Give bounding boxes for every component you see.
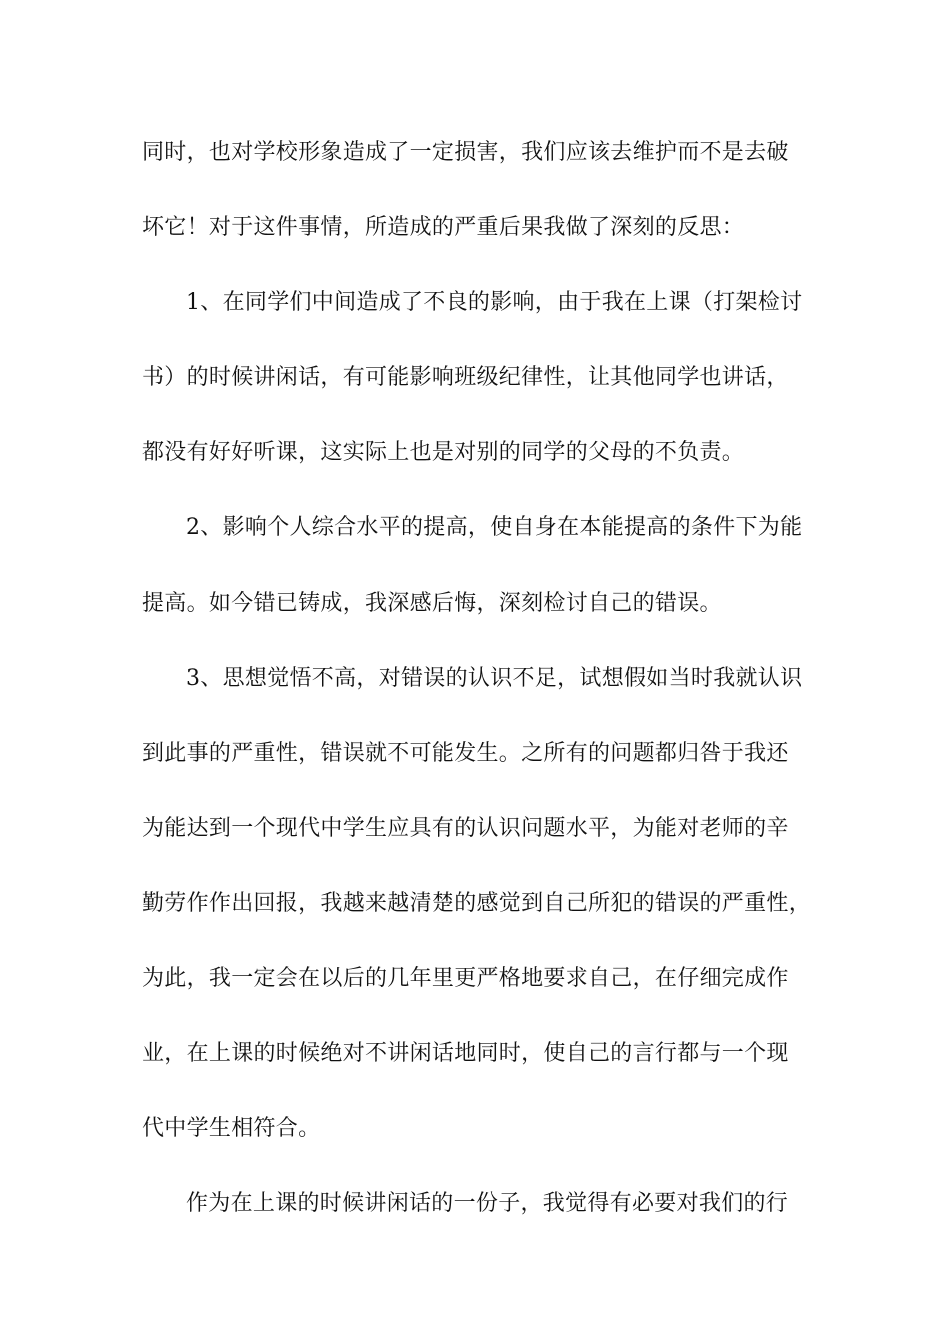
text-line-3: 1、在同学们中间造成了不良的影响，由于我在上课（打架检讨 [186, 290, 803, 315]
text-line-5: 都没有好好听课，这实际上也是对别的同学的父母的不负责。 [142, 440, 745, 465]
text-line-14: 代中学生相符合。 [142, 1116, 321, 1141]
text-line-15: 作为在上课的时候讲闲话的一份子，我觉得有必要对我们的行 [186, 1191, 789, 1216]
text-line-6: 2、影响个人综合水平的提高，使自身在本能提高的条件下为能 [186, 515, 803, 540]
text-line-8: 3、思想觉悟不高，对错误的认识不足，试想假如当时我就认识 [186, 666, 803, 691]
text-line-1: 同时，也对学校形象造成了一定损害，我们应该去维护而不是去破 [142, 140, 789, 165]
text-line-2: 坏它！对于这件事情，所造成的严重后果我做了深刻的反思： [142, 215, 745, 240]
text-line-4: 书）的时候讲闲话，有可能影响班级纪律性，让其他同学也讲话， [142, 365, 789, 390]
text-line-12: 为此，我一定会在以后的几年里更严格地要求自己，在仔细完成作 [142, 966, 789, 991]
text-line-10: 为能达到一个现代中学生应具有的认识问题水平，为能对老师的辛 [142, 816, 789, 841]
text-line-9: 到此事的严重性，错误就不可能发生。之所有的问题都归咎于我还 [142, 741, 789, 766]
text-line-7: 提高。如今错已铸成，我深感后悔，深刻检讨自己的错误。 [142, 591, 722, 616]
text-line-13: 业，在上课的时候绝对不讲闲话地同时，使自己的言行都与一个现 [142, 1041, 789, 1066]
text-line-11: 勤劳作作出回报，我越来越清楚的感觉到自己所犯的错误的严重性， [142, 891, 812, 916]
